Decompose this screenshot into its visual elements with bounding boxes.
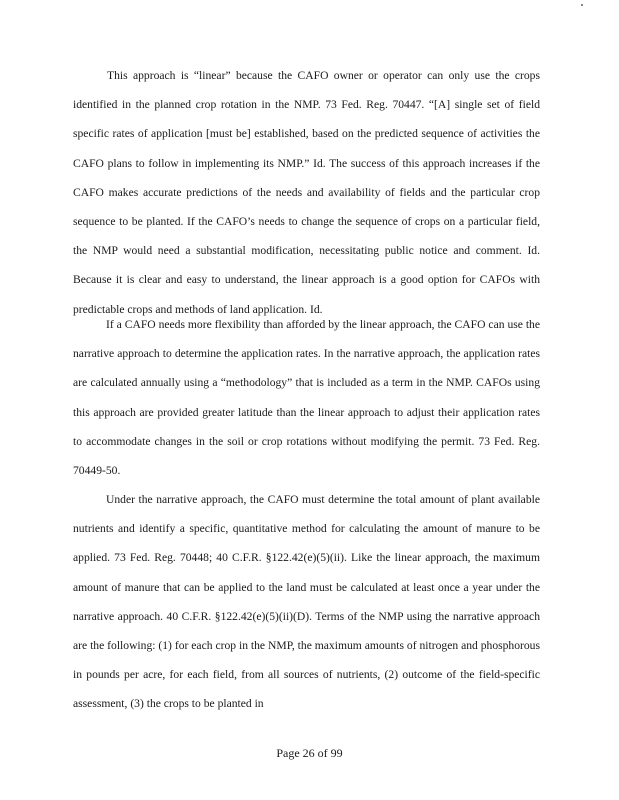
page-number-footer: Page 26 of 99 <box>276 746 343 760</box>
scan-speck <box>581 4 583 6</box>
paragraph-narrative-requirements: Under the narrative approach, the CAFO must determine the total amount of plant available nutrients and identify a specific, quantitative method for calculating the amount of manure to be applied. 73 Fed. Reg. 70448; 40 C.F.R. §122.42(e)(5)(ii). Like the linear approach, the maximum amount of manure that can be applied to the land must be calculated at least once a year under the narrative approach. 40 C.F.R. §122.42(e)(5)(ii)(D). Terms of the NMP using the narrative approach are the following: (1) for each crop in the NMP, the maximum amounts of nitrogen and phosphorous in pounds per acre, for each field, from all sources of nutrients, (2) outcome of the field-specific assessment, (3) the crops to be planted in <box>73 493 540 711</box>
paragraph-linear-approach: This approach is “linear” because the CAFO owner or operator can only use the crops identified in the planned crop rotation in the NMP. 73 Fed. Reg. 70447. “[A] single set of field specific rates of application [must be] established, based on the predicted sequence of activities the CAFO plans to follow in implementing its NMP.” Id. The success of this approach increases if the CAFO makes accurate predictions of the needs and availability of fields and the particular crop sequence to be planted. If the CAFO’s needs to change the sequence of crops on a particular field, the NMP would need a substantial modification, necessitating public notice and comment. Id. Because it is clear and easy to understand, the linear approach is a good option for CAFOs with predictable crops and methods of land application. Id. <box>73 69 540 316</box>
paragraph-narrative-flexibility: If a CAFO needs more flexibility than afforded by the linear approach, the CAFO can use the narrative approach to determine the application rates. In the narrative approach, the application rates are calculated annually using a “methodology” that is included as a term in the NMP. CAFOs using this approach are provided greater latitude than the linear approach to adjust their application rates to accommodate changes in the soil or crop rotations without modifying the permit. 73 Fed. Reg. 70449-50. <box>73 318 540 478</box>
